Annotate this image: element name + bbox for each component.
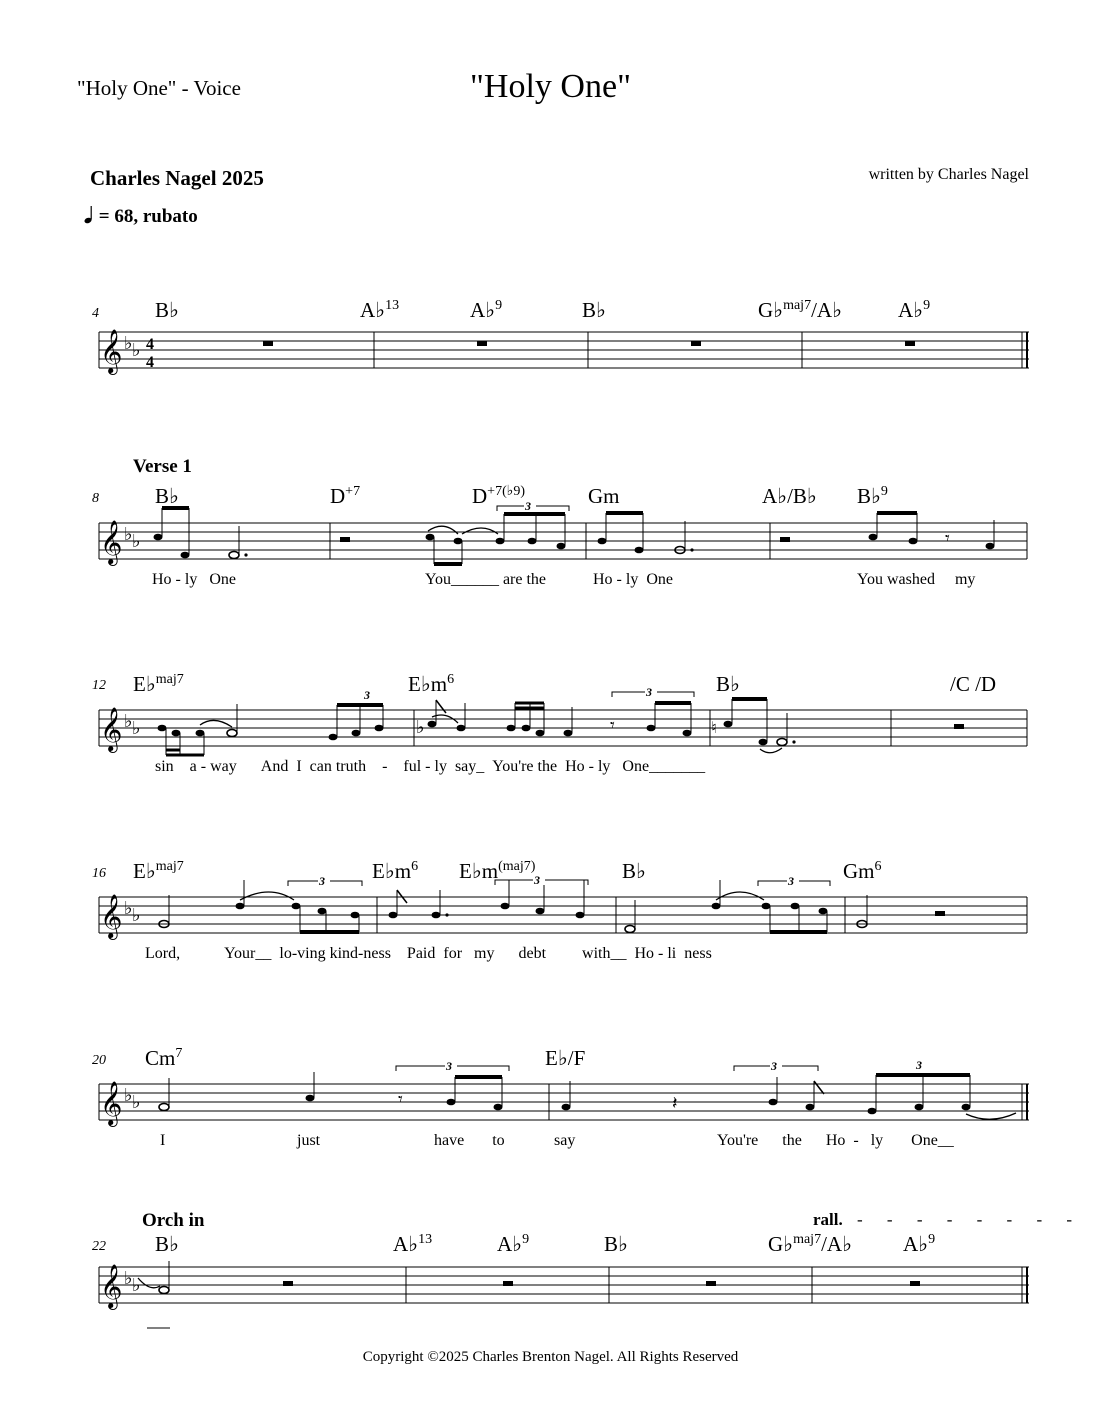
svg-text:♭: ♭ <box>132 718 141 739</box>
chord-symbol: B♭$^9$ <box>857 484 888 508</box>
chord-symbol: Gm <box>588 484 620 508</box>
treble-clef-icon: 𝄞 <box>100 329 123 373</box>
chord-symbol: B♭ <box>604 1232 628 1256</box>
svg-text:𝄞: 𝄞 <box>100 894 123 938</box>
svg-text:3: 3 <box>364 688 370 702</box>
lyric-line: say <box>554 1132 576 1149</box>
tempo-value: = 68, rubato <box>98 206 198 227</box>
svg-text:3: 3 <box>916 1058 922 1072</box>
chord-symbol: A♭$^{13}$ <box>393 1232 433 1256</box>
chord-symbol: Cm$^7$ <box>145 1046 183 1070</box>
expression-marking: rall. - - - - - - - - <box>813 1210 1083 1229</box>
svg-text:3: 3 <box>788 874 794 888</box>
copyright-notice: Copyright ©2025 Charles Brenton Nagel. All Rights Reserved <box>362 1349 739 1365</box>
chord-symbol: B♭ <box>622 859 646 883</box>
chord-symbol: /C /D <box>950 672 997 696</box>
svg-text:𝄾: 𝄾 <box>610 715 615 736</box>
svg-text:♭: ♭ <box>416 717 425 738</box>
chord-symbol: A♭$^9$ <box>497 1232 530 1256</box>
svg-text:♭: ♭ <box>132 531 141 552</box>
chord-symbol: G♭$^{maj7}$/A♭ <box>768 1232 852 1256</box>
chord-symbol: $E♭m^{(maj7)}$ <box>459 859 536 883</box>
chord-symbol: A♭$^9$ <box>898 298 931 322</box>
svg-text:♭: ♭ <box>124 1268 133 1289</box>
part-label: "Holy One" - Voice <box>77 76 241 100</box>
chord-symbol: A♭$^9$ <box>903 1232 936 1256</box>
chord-symbol: E♭$^{maj7}$ <box>133 672 184 696</box>
chord-symbol: $D^{+7(♭9)}$ <box>472 484 525 508</box>
time-signature-bottom: 4 <box>146 354 154 371</box>
chord-symbol: A♭/B♭ <box>762 484 817 508</box>
svg-text:♮: ♮ <box>711 718 717 737</box>
lyric-line: I <box>160 1132 166 1149</box>
time-signature-top: 4 <box>146 336 154 353</box>
page-title: "Holy One" <box>470 68 631 105</box>
lyric-line: You______ are the <box>425 571 547 588</box>
measure-number: 12 <box>92 678 106 693</box>
svg-text:𝄞: 𝄞 <box>100 707 123 751</box>
svg-text:♭: ♭ <box>124 333 133 354</box>
chord-symbol: B♭ <box>155 484 179 508</box>
lyric-line: You washed my <box>857 571 976 588</box>
chord-symbol: E♭/F <box>545 1046 586 1070</box>
chord-symbol: $D^{+7}$ <box>330 484 361 508</box>
credit: written by Charles Nagel <box>868 166 1029 183</box>
svg-text:𝄾: 𝄾 <box>398 1089 403 1110</box>
staff-system-2 <box>0 499 1101 578</box>
rehearsal-mark: Orch in <box>142 1210 205 1231</box>
lyric-line: You're the Ho - ly One__ <box>717 1132 954 1149</box>
svg-text:3: 3 <box>646 685 652 699</box>
lyric-line: Ho - ly One <box>593 571 673 588</box>
svg-text:𝄞: 𝄞 <box>100 1081 123 1125</box>
lyric-line: just <box>297 1132 321 1149</box>
lyric-line: Lord, Your__ lo-ving kind-ness Paid for my debt with__ Ho - li ness <box>145 945 712 962</box>
chord-symbol: A♭$^{13}$ <box>360 298 400 322</box>
composer-year: Charles Nagel 2025 <box>90 166 264 190</box>
chord-symbol: Gm$^6$ <box>843 859 882 883</box>
chord-symbol: A♭$^9$ <box>470 298 503 322</box>
rall-text: rall. <box>813 1210 843 1229</box>
svg-text:♭: ♭ <box>124 1085 133 1106</box>
staff-system-6 <box>0 1262 1101 1342</box>
lyric-line: have to <box>434 1132 505 1149</box>
chord-symbol: B♭ <box>155 1232 179 1256</box>
measure-number: 4 <box>92 306 99 321</box>
svg-text:♭: ♭ <box>124 711 133 732</box>
svg-text:𝄾: 𝄾 <box>945 528 950 549</box>
rehearsal-mark: Verse 1 <box>133 456 192 477</box>
svg-text:𝄞: 𝄞 <box>100 520 123 564</box>
svg-text:3: 3 <box>446 1059 452 1073</box>
svg-text:𝄞: 𝄞 <box>100 1264 123 1308</box>
chord-symbol: G♭$^{maj7}$/A♭ <box>758 298 842 322</box>
svg-text:♭: ♭ <box>132 340 141 361</box>
measure-number: 22 <box>92 1239 106 1254</box>
lyric-line: sin a - way And I can truth - ful - ly say_ You're the Ho - ly One_______ <box>155 758 706 775</box>
svg-text:3: 3 <box>534 873 540 887</box>
measure-number: 8 <box>92 491 99 506</box>
chord-symbol: $E♭m^6$ <box>408 672 455 696</box>
chord-symbol: $E♭m^6$ <box>372 859 419 883</box>
chord-symbol: B♭ <box>582 298 606 322</box>
lyric-line: Ho - ly One <box>152 571 236 588</box>
svg-text:3: 3 <box>771 1059 777 1073</box>
svg-text:♭: ♭ <box>132 905 141 926</box>
measure-number: 20 <box>92 1053 106 1068</box>
svg-text:♭: ♭ <box>132 1275 141 1296</box>
svg-text:𝄽: 𝄽 <box>672 1093 678 1114</box>
chord-symbol: E♭$^{maj7}$ <box>133 859 184 883</box>
svg-text:♭: ♭ <box>124 524 133 545</box>
svg-text:♭: ♭ <box>124 898 133 919</box>
measure-number: 16 <box>92 866 106 881</box>
svg-text:3: 3 <box>319 874 325 888</box>
quarter-note-icon <box>84 206 94 224</box>
chord-symbol: B♭ <box>716 672 740 696</box>
tempo-marking <box>84 206 198 228</box>
chord-symbol: B♭ <box>155 298 179 322</box>
tuplet-number: 3 <box>525 499 531 513</box>
staff-system-1 <box>0 327 1101 387</box>
svg-text:♭: ♭ <box>132 1092 141 1113</box>
